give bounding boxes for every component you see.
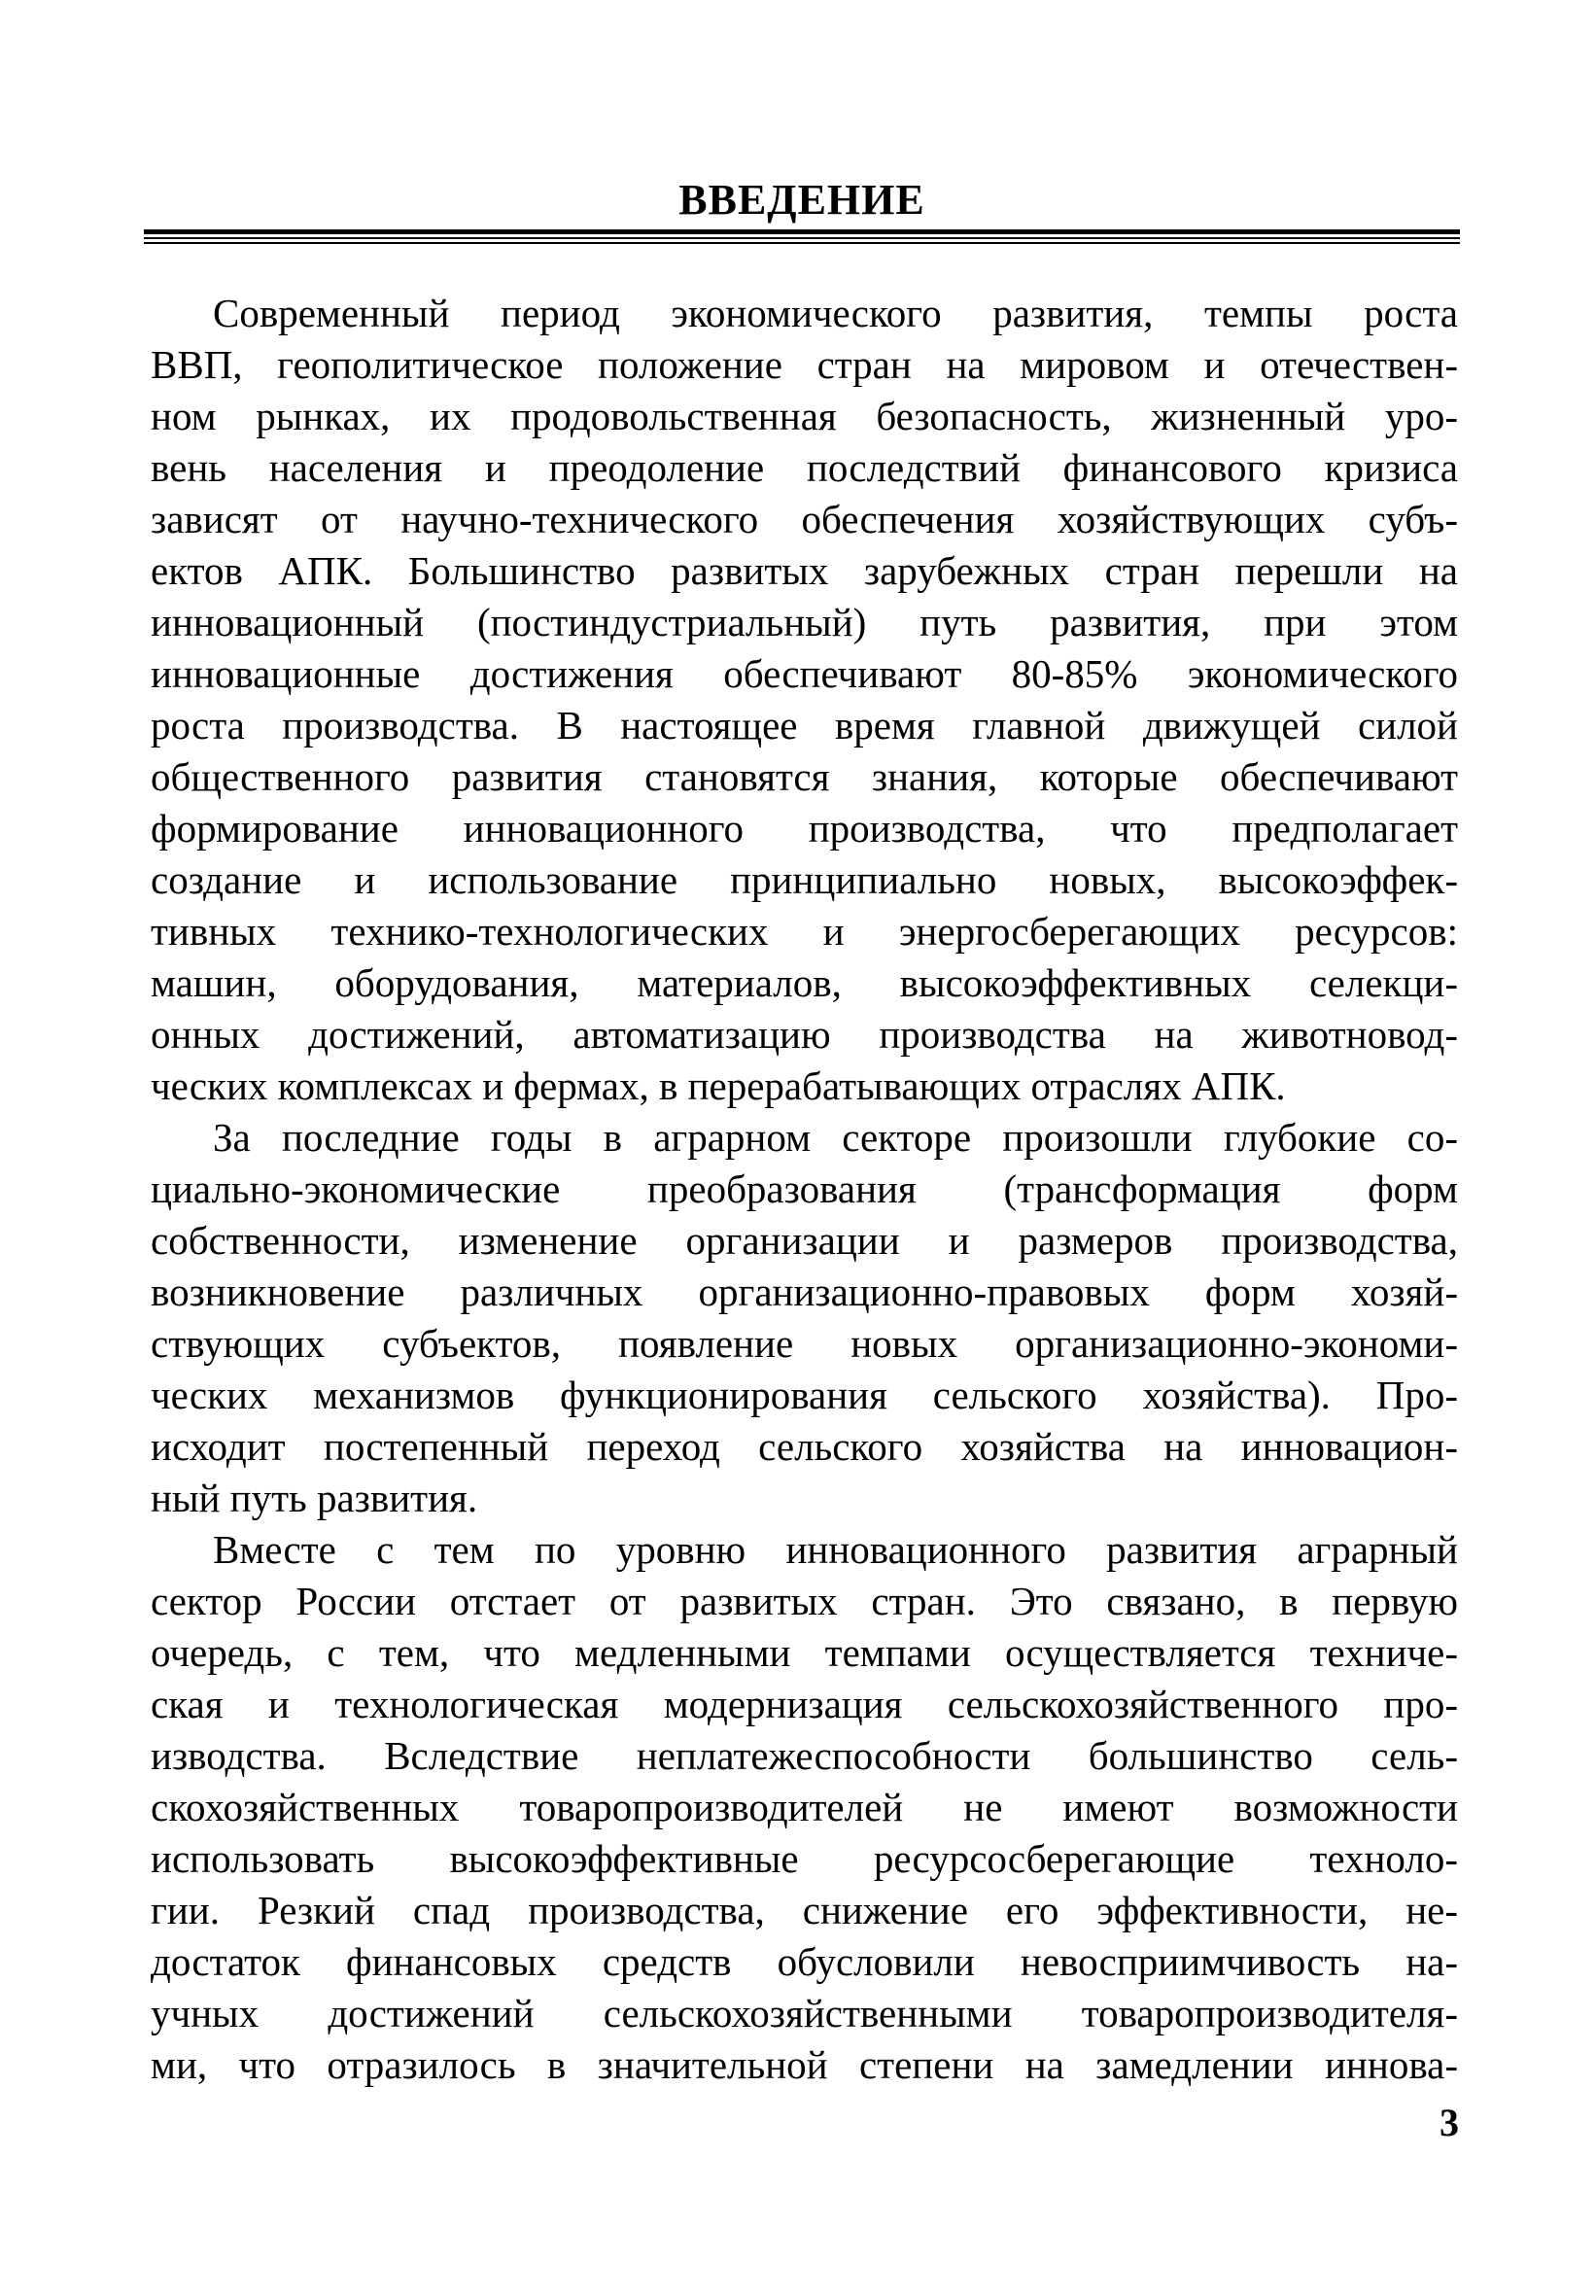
page-number: 3 (1440, 2101, 1459, 2144)
text-line: Современный период экономического развития, темпы роста (213, 291, 1458, 335)
text-line: инновационный (постиндустриальный) путь развития, при этом (151, 600, 1458, 644)
text-line: гии. Резкий спад производства, снижение его эффективности, не- (151, 1888, 1458, 1932)
text-line: ческих комплексах и фермах, в перерабатывающих отраслях АПК. (151, 1063, 1286, 1108)
text-line: собственности, изменение организации и размеров производства, (151, 1218, 1458, 1263)
text-line: инновационные достижения обеспечивают 80-85% экономического (151, 651, 1458, 696)
text-line: машин, оборудования, материалов, высокоэффективных селекци- (151, 960, 1458, 1005)
text-line: ном рынках, их продовольственная безопасность, жизненный уро- (151, 394, 1458, 438)
text-line: онных достижений, автоматизацию производства на животновод- (151, 1012, 1458, 1057)
text-line: формирование инновационного производства, что предполагает (151, 806, 1458, 851)
text-line: тивных технико-технологических и энергосберегающих ресурсов: (151, 909, 1458, 954)
text-line: исходит постепенный переход сельского хозяйства на инновацион- (151, 1424, 1458, 1469)
heading-underline-thin (144, 237, 1460, 239)
text-line: очередь, с тем, что медленными темпами осуществляется техниче- (151, 1630, 1458, 1675)
heading-underline-thick (144, 229, 1460, 234)
text-line: ми, что отразилось в значительной степени на замедлении иннова- (151, 2042, 1458, 2087)
text-line: ВВП, геополитическое положение стран на мировом и отечествен- (151, 342, 1458, 387)
text-line: вень населения и преодоление последствий финансового кризиса (151, 445, 1458, 490)
text-line: учных достижений сельскохозяйственными товаропроизводителя- (151, 1991, 1458, 2035)
text-line: достаток финансовых средств обусловили невосприимчивость на- (151, 1939, 1458, 1984)
text-line: создание и использование принципиально новых, высокоэффек- (151, 857, 1458, 902)
body-text (151, 288, 1458, 2091)
text-line: Вместе с тем по уровню инновационного развития аграрный (213, 1527, 1458, 1572)
heading-underline-thin (144, 242, 1460, 244)
text-line: циально-экономические преобразования (трансформация форм (151, 1166, 1458, 1211)
text-line: зависят от научно-технического обеспечения хозяйствующих субъ- (151, 497, 1458, 541)
text-line: роста производства. В настоящее время главной движущей силой (151, 703, 1458, 748)
text-line: ектов АПК. Большинство развитых зарубежных стран перешли на (151, 548, 1458, 593)
text-line: ская и технологическая модернизация сельскохозяйственного про- (151, 1682, 1458, 1726)
text-line: ствующих субъектов, появление новых организационно-экономи- (151, 1321, 1458, 1366)
text-line: общественного развития становятся знания, которые обеспечивают (151, 754, 1458, 799)
text-line: изводства. Вследствие неплатежеспособности большинство сель- (151, 1733, 1458, 1778)
text-line: ческих механизмов функционирования сельского хозяйства). Про- (151, 1373, 1458, 1417)
text-line: ный путь развития. (151, 1476, 478, 1520)
section-heading: ВВЕДЕНИЕ (678, 176, 925, 224)
text-line: скохозяйственных товаропроизводителей не имеют возможности (151, 1785, 1458, 1829)
text-line: возникновение различных организационно-правовых форм хозяй- (151, 1270, 1458, 1314)
text-line: использовать высокоэффективные ресурсосберегающие техноло- (151, 1836, 1458, 1881)
text-line: За последние годы в аграрном секторе произошли глубокие со- (213, 1115, 1458, 1160)
text-line: сектор России отстает от развитых стран. Это связано, в первую (151, 1579, 1458, 1623)
